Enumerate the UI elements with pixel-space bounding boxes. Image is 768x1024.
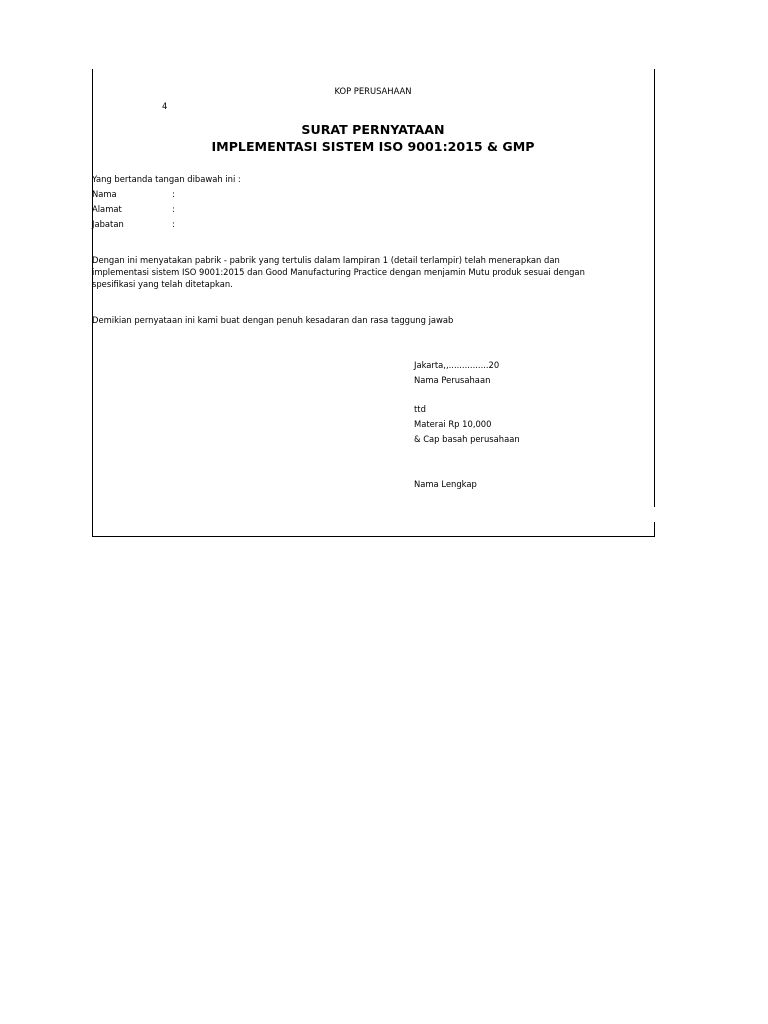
field-separator-jabatan: : [172,219,175,229]
closing-statement: Demikian pernyataan ini kami buat dengan penuh kesadaran dan rasa taggung jawab [92,315,454,325]
signature-place-date: Jakarta,,...............20 [414,360,500,370]
letterhead-placeholder: KOP PERUSAHAAN [334,86,412,96]
field-label-alamat: Alamat [92,204,122,214]
signature-ttd: ttd [414,404,426,414]
field-separator-nama: : [172,189,175,199]
statement-line: spesifikasi yang telah ditetapkan. [92,279,233,289]
intro-text: Yang bertanda tangan dibawah ini : [92,174,241,184]
signature-company-stamp: & Cap basah perusahaan [414,434,520,444]
statement-paragraph [92,254,642,290]
signature-company-name: Nama Perusahaan [414,375,491,385]
field-label-nama: Nama [92,189,117,199]
field-label-jabatan: Jabatan [92,219,124,229]
signature-stamp-duty: Materai Rp 10,000 [414,419,492,429]
signature-full-name: Nama Lengkap [414,479,477,489]
frame-right-border-top [654,69,655,507]
statement-line: Dengan ini menyatakan pabrik - pabrik yang tertulis dalam lampiran 1 (detail terlampir) telah menerapkan dan [92,255,560,265]
field-separator-alamat: : [172,204,175,214]
frame-right-border-bottom [654,522,655,537]
document-title: SURAT PERNYATAAN [301,122,445,137]
page-number: 4 [162,101,168,111]
frame-bottom-border [92,536,655,537]
statement-line: implementasi sistem ISO 9001:2015 dan Good Manufacturing Practice dengan menjamin Mutu produk sesuai dengan [92,267,585,277]
document-subtitle: IMPLEMENTASI SISTEM ISO 9001:2015 & GMP [211,139,535,154]
